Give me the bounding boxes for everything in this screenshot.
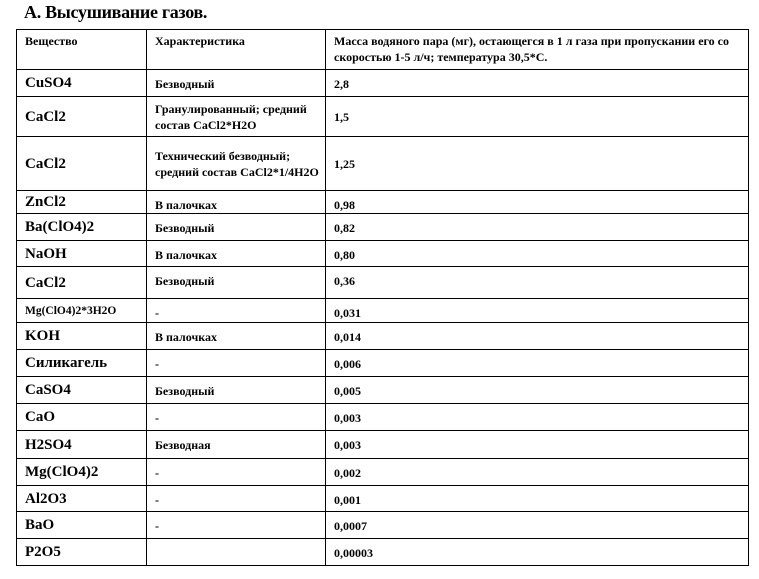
cell-characteristic: Безводный xyxy=(147,267,326,299)
cell-characteristic: В палочках xyxy=(147,241,326,267)
cell-characteristic: - xyxy=(147,512,326,539)
table-row xyxy=(17,97,749,137)
table-row xyxy=(17,350,749,377)
table-row xyxy=(17,214,749,241)
table-row xyxy=(17,137,749,191)
cell-substance: CaCl2 xyxy=(17,137,147,191)
cell-mass: 0,82 xyxy=(326,214,749,241)
cell-substance: CaO xyxy=(17,404,147,431)
cell-characteristic: Безводный xyxy=(147,214,326,241)
cell-mass: 0,031 xyxy=(326,299,749,323)
table-row xyxy=(17,404,749,431)
table-row xyxy=(17,431,749,459)
cell-characteristic: Безводный xyxy=(147,70,326,97)
cell-mass: 2,8 xyxy=(326,70,749,97)
cell-substance: CaSO4 xyxy=(17,377,147,404)
table-header-row xyxy=(17,30,749,70)
cell-mass: 0,003 xyxy=(326,431,749,459)
cell-substance: ZnCl2 xyxy=(17,191,147,214)
table-row xyxy=(17,299,749,323)
cell-substance: CaCl2 xyxy=(17,267,147,299)
cell-characteristic: Гранулированный; средний состав CaCl2*H2O xyxy=(147,97,326,137)
cell-mass: 0,80 xyxy=(326,241,749,267)
table-row xyxy=(17,241,749,267)
table-row xyxy=(17,267,749,299)
cell-mass: 1,25 xyxy=(326,137,749,191)
cell-substance: CuSO4 xyxy=(17,70,147,97)
cell-substance: P2O5 xyxy=(17,539,147,566)
cell-mass: 0,0007 xyxy=(326,512,749,539)
cell-characteristic: Безводная xyxy=(147,431,326,459)
table-row xyxy=(17,539,749,566)
cell-mass: 1,5 xyxy=(326,97,749,137)
cell-substance: Ba(ClO4)2 xyxy=(17,214,147,241)
header-mass: Масса водяного пара (мг), остающегся в 1 л газа при пропускании его со скоростью 1-5 л/ч; температура 30,5*С. xyxy=(326,30,749,70)
cell-mass: 0,36 xyxy=(326,267,749,299)
cell-substance: Силикагель xyxy=(17,350,147,377)
cell-mass: 0,98 xyxy=(326,191,749,214)
cell-mass: 0,006 xyxy=(326,350,749,377)
cell-substance: Mg(ClO4)2 xyxy=(17,459,147,486)
cell-mass: 0,003 xyxy=(326,404,749,431)
cell-substance: H2SO4 xyxy=(17,431,147,459)
table-row xyxy=(17,512,749,539)
cell-characteristic: - xyxy=(147,299,326,323)
cell-mass: 0,005 xyxy=(326,377,749,404)
table-row xyxy=(17,459,749,486)
table-row xyxy=(17,377,749,404)
header-substance: Вещество xyxy=(17,30,147,70)
header-characteristic: Характеристика xyxy=(147,30,326,70)
cell-substance: KOH xyxy=(17,323,147,350)
cell-characteristic: - xyxy=(147,459,326,486)
cell-mass: 0,001 xyxy=(326,486,749,512)
cell-substance: Mg(ClO4)2*3H2O xyxy=(17,299,147,323)
cell-characteristic: Технический безводный; средний состав CaCl2*1/4H2O xyxy=(147,137,326,191)
cell-characteristic: - xyxy=(147,350,326,377)
cell-mass: 0,00003 xyxy=(326,539,749,566)
table-row xyxy=(17,486,749,512)
section-title: А. Высушивание газов. xyxy=(24,2,208,22)
cell-characteristic: - xyxy=(147,486,326,512)
cell-characteristic xyxy=(147,539,326,566)
cell-substance: NaOH xyxy=(17,241,147,267)
cell-characteristic: В палочках xyxy=(147,191,326,214)
cell-mass: 0,002 xyxy=(326,459,749,486)
table-row xyxy=(17,70,749,97)
cell-substance: CaCl2 xyxy=(17,97,147,137)
cell-characteristic: В палочках xyxy=(147,323,326,350)
table-row xyxy=(17,191,749,214)
table-row xyxy=(17,323,749,350)
cell-mass: 0,014 xyxy=(326,323,749,350)
desiccants-table xyxy=(16,29,749,566)
cell-substance: Al2O3 xyxy=(17,486,147,512)
cell-substance: BaO xyxy=(17,512,147,539)
cell-characteristic: Безводный xyxy=(147,377,326,404)
cell-characteristic: - xyxy=(147,404,326,431)
